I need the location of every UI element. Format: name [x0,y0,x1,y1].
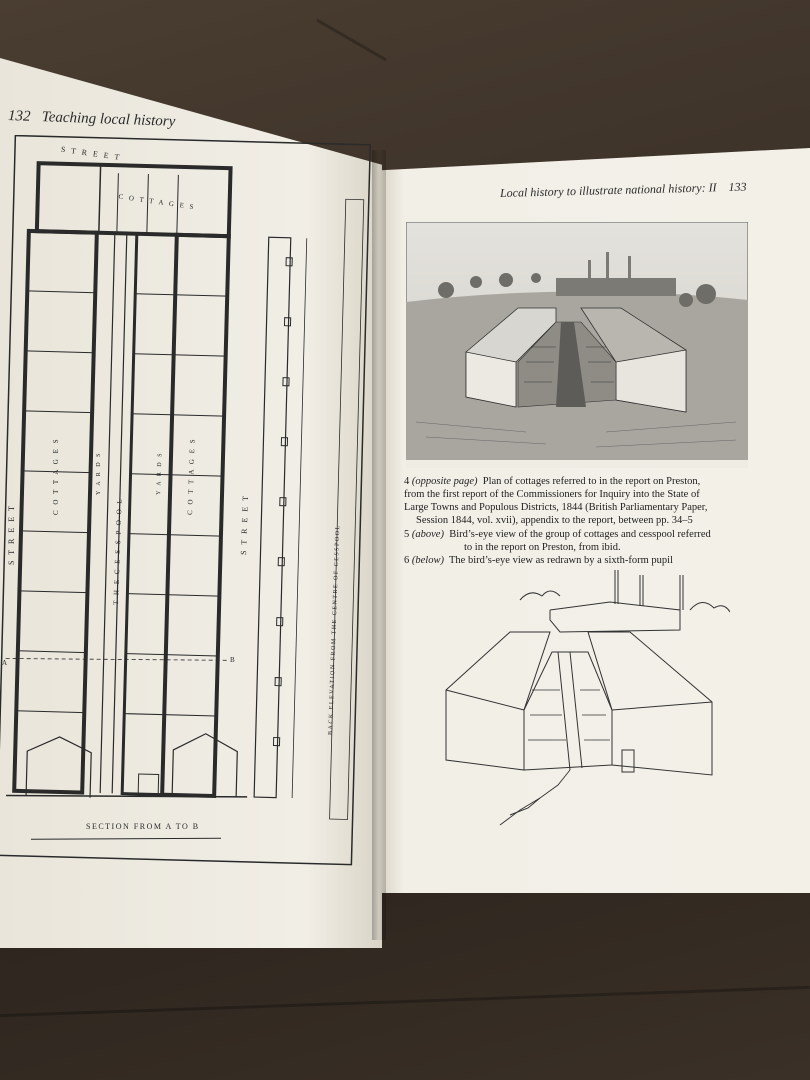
caption-figure-6 [404,554,673,567]
plan-label-point-b: B [230,656,235,664]
caption-4-text-2: from the first report of the Commissioners for Inquiry into the State of [404,489,700,500]
caption-4-line-1 [404,475,708,488]
caption-4-text-3: Large Towns and Populous Districts, 1844 (British Parliamentary Paper, [404,502,708,513]
right-page-number: 133 [728,179,747,195]
pupil-line-drawing [440,570,730,830]
left-running-title: Teaching local history [41,109,176,130]
caption-5-text-1: Bird’s-eye view of the group of cottages and cesspool referred [449,529,711,540]
caption-5-line-1 [404,528,711,541]
caption-4-text-4: Session 1844, vol. xvii), appendix to the report, between pp. 34–5 [416,515,693,526]
plan-label-yards-left: Y A R D S [96,451,102,495]
plan-label-section: SECTION FROM A TO B [86,822,200,831]
caption-6-number: 6 [404,555,410,566]
plan-label-back-elevation: BACK ELEVATION FROM THE CENTRE OF CESSPOOL [328,524,342,736]
plan-label-cottages-right: C O T T A G E S [186,437,197,516]
cottage-plan-drawing [0,135,372,875]
caption-5-ref: (above) [411,529,444,540]
caption-4-number: 4 [404,476,410,487]
plan-label-street-top: S T R E E T [60,144,122,163]
plan-label-cottages-top: C O T T A G E S [118,192,196,212]
left-page-number: 132 [7,108,31,125]
caption-4-text-1: Plan of cottages referred to in the report on Preston, [482,476,701,487]
engraving-birds-eye-view [406,222,748,468]
caption-6-ref: (below) [411,555,444,566]
plan-label-yards-right: Y A R D S [156,451,164,496]
caption-6-text: The bird’s-eye view as redrawn by a sixth-form pupil [449,555,673,566]
caption-4-ref: (opposite page) [411,476,478,487]
caption-5-number: 5 [404,529,410,540]
plan-label-street-left: S T R E E T [7,504,16,565]
right-running-title: Local history to illustrate national history: II [499,180,717,200]
plan-label-point-a: A [2,659,8,667]
caption-5-text-2: to in the report on Preston, from ibid. [464,542,621,553]
caption-figure-5 [404,528,711,554]
plan-label-cottages-left: C O T T A G E S [52,437,60,515]
plan-label-cesspool: T H E C E S S P O O L [112,497,124,606]
plan-label-street-right: S T R E E T [239,493,251,556]
book-gutter [372,150,386,940]
caption-figure-4 [404,475,708,527]
